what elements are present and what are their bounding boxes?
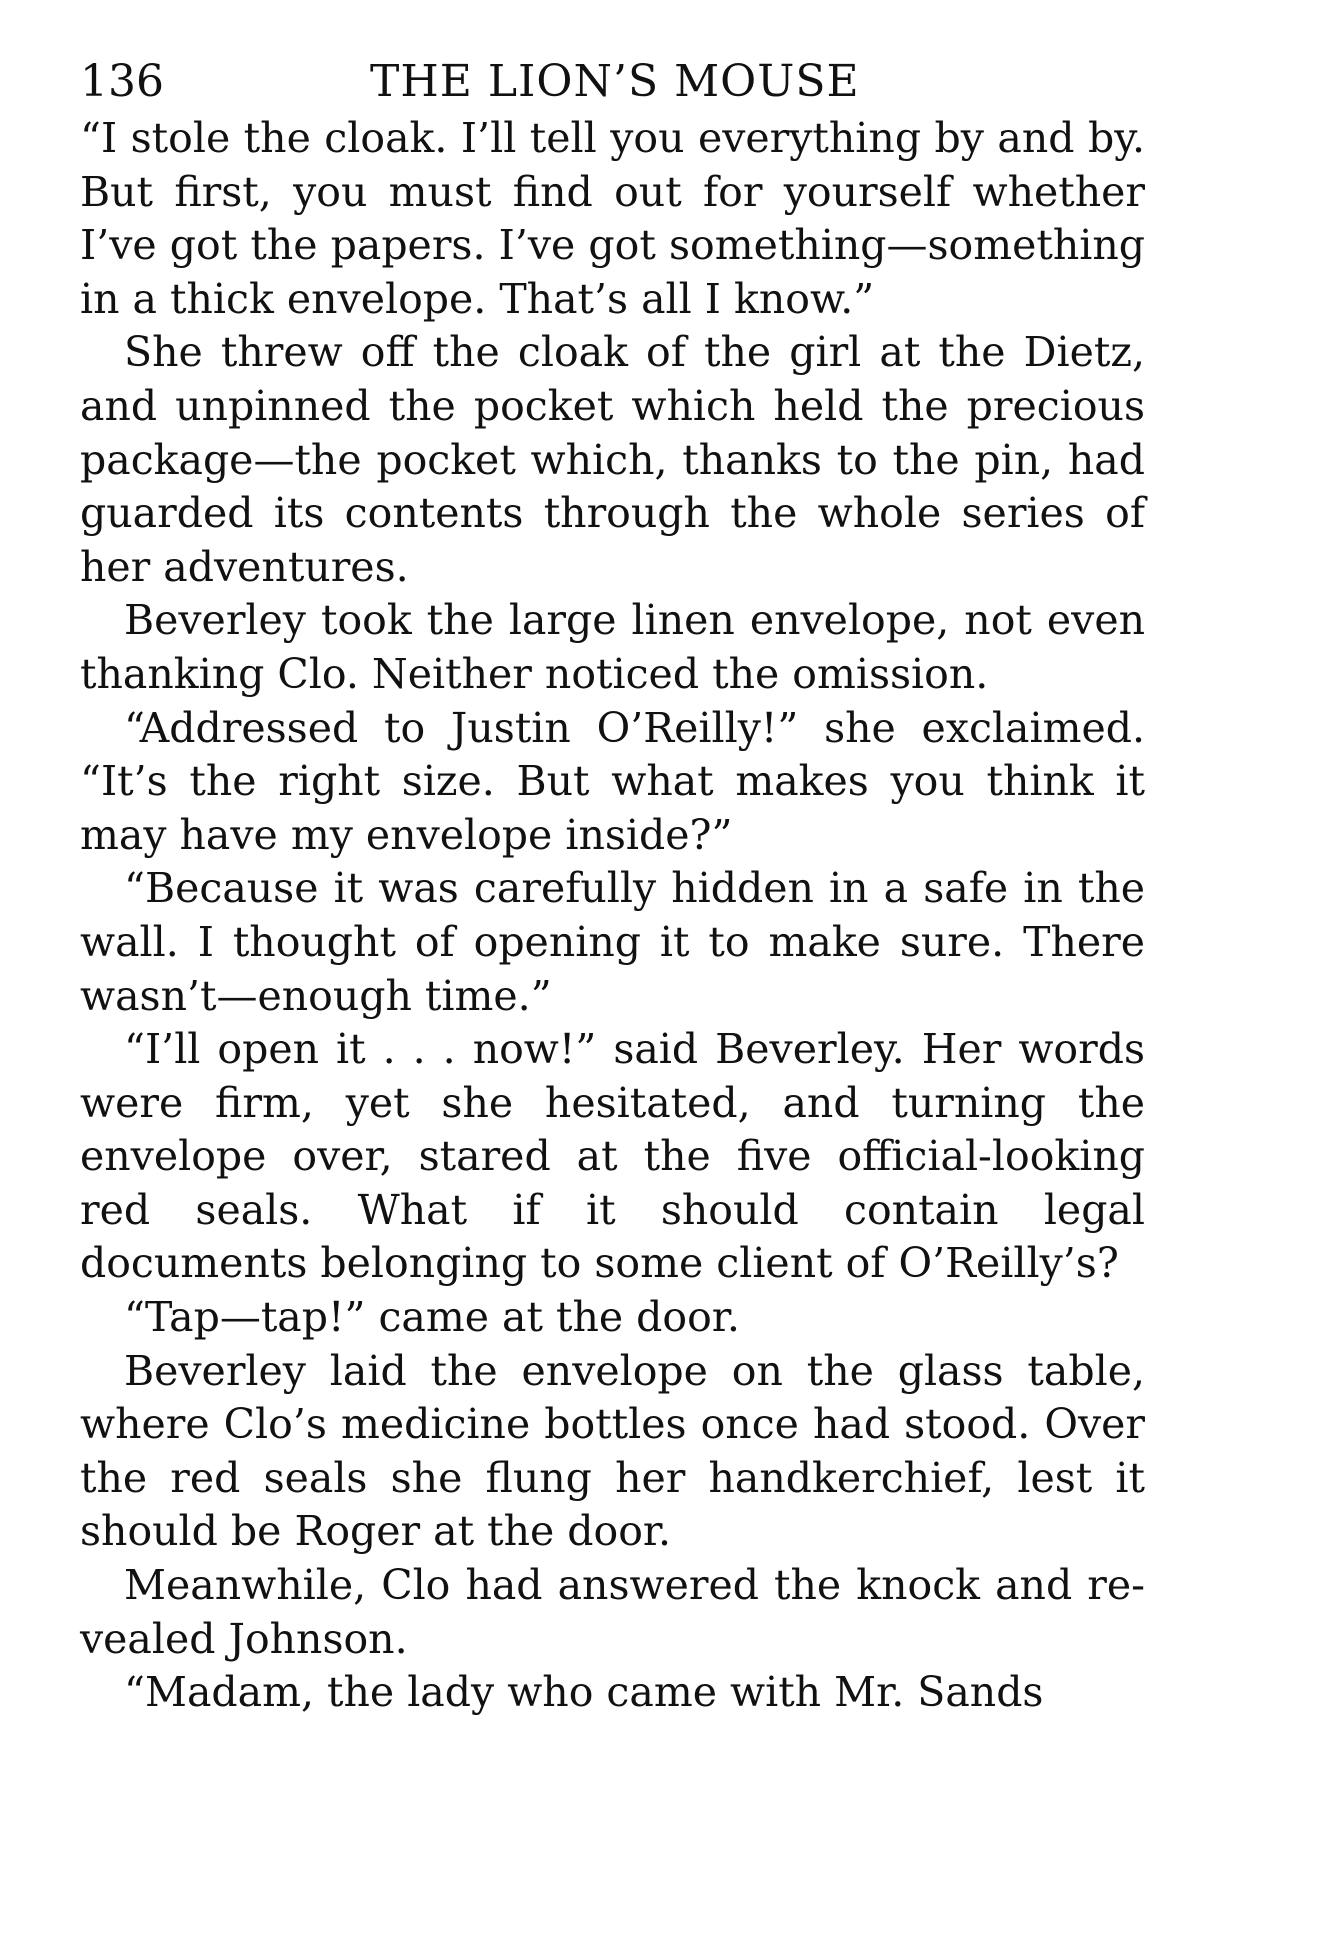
paragraph: “I’ll open it . . . now!” said Beverley. Her words were firm, yet she hesitated, and turning the envelope over, stared at the five official-looking red seals. What if it should contain legal documents belonging to some client of O’Reilly’s?: [80, 1025, 1145, 1288]
paragraph: Meanwhile, Clo had answered the knock and revealed Johnson.: [80, 1561, 1145, 1663]
book-page: [80, 52, 1145, 1720]
paragraph: “Madam, the lady who came with Mr. Sands: [124, 1668, 1044, 1717]
paragraph: She threw off the cloak of the girl at the Dietz, and unpinned the pocket which held the precious package—the pocket which, thanks to the pin, had guarded its contents through the whole series of her adventures.: [80, 328, 1145, 591]
paragraph: “Tap—tap!” came at the door.: [124, 1293, 740, 1342]
body-text: [80, 112, 1145, 1720]
paragraph: Beverley laid the envelope on the glass table, where Clo’s medicine bottles once had stood. Over the red seals she flung her handkerchief, lest it should be Roger at the door.: [80, 1346, 1145, 1556]
paragraph: Beverley took the large linen envelope, not even thanking Clo. Neither noticed the omission.: [80, 596, 1145, 698]
paragraph: “Because it was carefully hidden in a safe in the wall. I thought of opening it to make sure. There wasn’t—enough time.”: [80, 864, 1145, 1020]
paragraph: “Addressed to Justin O’Reilly!” she exclaimed. “It’s the right size. But what makes you think it may have my envelope inside?”: [80, 703, 1145, 859]
page-number: 136: [80, 56, 164, 107]
book-title: THE LION’S MOUSE: [370, 56, 860, 107]
running-header: [80, 52, 1145, 112]
paragraph: “I stole the cloak. I’ll tell you everything by and by. But first, you must find out for yourself whether I’ve got the papers. I’ve got something—something in a thick envelope. That’s all I know.”: [80, 114, 1145, 323]
